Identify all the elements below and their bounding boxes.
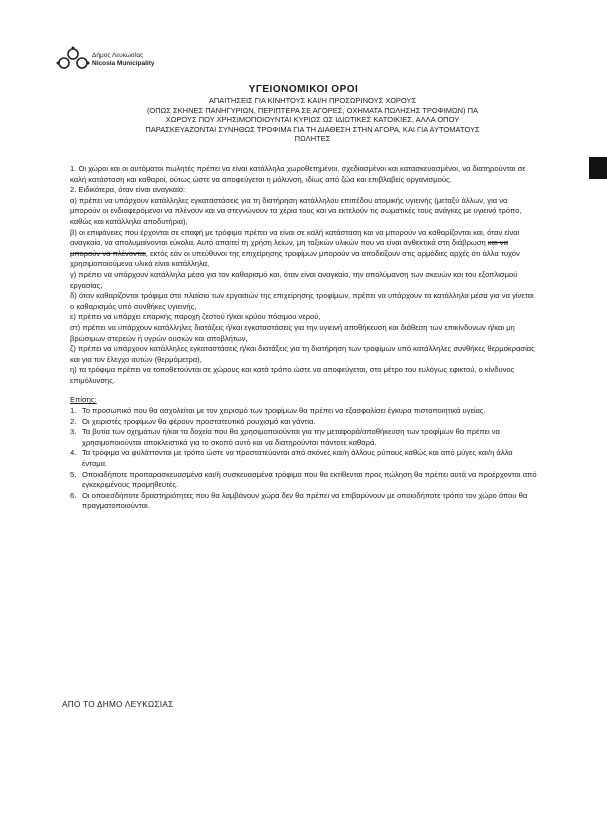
item-b	[70, 228, 538, 270]
list-text: Οι οποιεσδήποτε δραστηριότητες που θα λαμβάνουν χώρα δεν θα πρέπει να επιβαρύνουν με οποιοδήποτε τρόπο τον χώρο όπου θα πραγματοποιούνται.	[82, 490, 528, 511]
subtitle-line: ΧΩΡΟΥΣ ΠΟΥ ΧΡΗΣΙΜΟΠΟΙΟΥΝΤΑΙ ΚΥΡΙΩΣ ΩΣ ΙΔΙΩΤΙΚΕΣ ΚΑΤΟΙΚΙΕΣ, ΑΛΛΑ ΟΠΟΥ	[165, 115, 460, 125]
list-number: 1.	[70, 406, 77, 416]
paragraph-1: 1. Οι χώροι και οι αυτόματοι πωλητές πρέπει να είναι κατάλληλα χωροθετημένοι, σχεδιασμένοι και κατασκευασμένοι, να διατηρούνται σε καλή κατάσταση και καθαροί, ούτως ώστε να αποφεύγεται η μόλυνση, ιδίως από ζώα και επιβλαβείς οργανισμούς.	[70, 164, 526, 184]
item-h: η) τα τρόφιμα πρέπει να τοποθετούνται σε χώρους και κατά τρόπο ώστε να αποφεύγεται, στο μέτρο του ευλόγως εφικτού, ο κίνδυνος επιμόλυνσης.	[70, 365, 515, 385]
list-item	[70, 470, 538, 491]
item-b-struck-text: και να μπορούν να πλένονται	[70, 238, 508, 258]
list-item	[70, 491, 538, 512]
list-number: 5.	[70, 469, 77, 479]
list-text: Οποιαδήποτε προπαρασκευασμένα και/ή συσκευασμένα τρόφιμα που θα εκτίθενται προς πώληση θα πρέπει αυτά να προέρχονται από εγκεκριμένους προμηθευτές.	[82, 469, 537, 490]
logo-line-greek: Δήμος Λευκωσίας	[92, 52, 144, 59]
item-e: ε) πρέπει να υπάρχει επαρκής παροχή ζεστού ή/και κρύου πόσιμου νερού,	[70, 312, 321, 322]
item-b-text-cont: , εκτός εάν οι υπεύθυνοι της επιχείρησης τροφίμων μπορούν να αποδείξουν στις αρμόδιες αρχές ότι άλλα τυχόν χρησιμοποιούμενα υλικά είναι κατάλληλα,	[70, 248, 520, 269]
item-z: ζ) πρέπει να υπάρχουν κατάλληλες εγκαταστάσεις ή/και διατάξεις για τη διατήρηση των τροφίμων υπό κατάλληλες συνθήκες θερμοκρασίας και για τον έλεγχο αυτών (θερμόμετρα),	[70, 344, 535, 364]
logo-text	[92, 52, 155, 68]
municipality-logo-icon	[55, 44, 91, 74]
item-d: δ) όταν καθαρίζονται τρόφιμα στο πλαίσιο των εργασιών της επιχείρησης τροφίμων, πρέπει να υπάρχουν τα κατάλληλα μέσα για να γίνεται ο καθαρισμός υπό συνθήκες υγιεινής,	[70, 291, 534, 311]
list-item	[70, 417, 538, 428]
list-number: 4.	[70, 448, 77, 458]
list-text: Τα βυτία των οχημάτων ή/και τα δοχεία που θα χρησιμοποιούνται για την μεταφορά/αποθήκευση των τροφίμων θα πρέπει να χρησιμοποιούνται αποκλειστικά για το σκοπό αυτό και να διατηρούνται πάντοτε καθαρά.	[82, 427, 500, 447]
document-body	[70, 164, 538, 512]
subtitle-line: ΠΩΛΗΤΕΣ	[294, 134, 331, 144]
item-st: στ) πρέπει να υπάρχουν κατάλληλες διατάξεις ή/και εγκαταστάσεις για την υγιεινή αποθήκευση και διάθεση των επικίνδυνων ή/και μη βρώσιμων στερεών ή υγρών ουσιών και αποβλήτων,	[70, 322, 515, 343]
spacer	[70, 386, 538, 395]
subtitle-line: ΑΠΑΙΤΗΣΕΙΣ ΓΙΑ ΚΙΝΗΤΟΥΣ ΚΑΙ/Η ΠΡΟΣΩΡΙΝΟΥΣ ΧΩΡΟΥΣ	[208, 96, 417, 105]
numbered-list	[70, 406, 538, 512]
list-text: Οι χειριστές τροφίμων θα φέρουν προστατευτικό ρουχισμό και γάντια.	[82, 416, 316, 426]
list-item	[70, 406, 538, 417]
item-a: α) πρέπει να υπάρχουν κατάλληλες εγκαταστάσεις για τη διατήρηση κατάλληλου επιπέδου ατομικής υγιεινής (μεταξύ άλλων, για να μπορούν οι ενδιαφερόμενοι να πλένουν και να στεγνώνουν τα χέρια τους και να εκτελούν τις σωματικές τους ανάγκες με υγιεινό τρόπο, καθώς και κατάλληλα αποδυτήρια),	[70, 195, 522, 226]
list-text: Το προσωπικό που θα ασχολείται με τον χειρισμό των τροφίμων θα πρέπει να εξασφαλίσει έγκυρα πιστοποιητικά υγείας.	[82, 406, 486, 416]
document-title: ΥΓΕΙΟΝΟΜΙΚΟΙ ΟΡΟΙ	[248, 84, 359, 95]
paragraph-2: 2. Ειδικότερα, όταν είναι αναγκαίο:	[70, 185, 186, 195]
list-number: 3.	[70, 427, 77, 437]
document-subtitle	[90, 96, 535, 144]
also-label: Επίσης:	[70, 395, 97, 405]
subtitle-line: ΠΑΡΑΣΚΕΥΑΖΟΝΤΑΙ ΣΥΝΗΘΩΣ ΤΡΟΦΙΜΑ ΓΙΑ ΤΗ ΔΙΑΘΕΣΗ ΣΤΗΝ ΑΓΟΡΑ, ΚΑΙ ΓΙΑ ΑΥΤΟΜΑΤΟΥΣ	[145, 124, 480, 134]
item-c: γ) πρέπει να υπάρχουν κατάλληλα μέσα για τον καθαρισμό και, όταν είναι αναγκαίο, την απολύμανση των σκευών και του εξοπλισμού εργασίας,	[70, 269, 518, 290]
side-black-mark	[589, 157, 607, 179]
logo-line-english: Nicosia Municipality	[92, 60, 155, 67]
list-item	[70, 448, 538, 469]
list-item	[70, 427, 538, 448]
list-number: 2.	[70, 416, 77, 426]
item-b-text: β) οι επιφάνειες που έρχονται σε επαφή με τρόφιμα πρέπει να είναι σε καλή κατάσταση και να μπορούν να καθαρίζονται και, όταν είναι αναγκαίο, να απολυμαίνονται εύκολα. Αυτό απαιτεί τη χρήση λείων, μη τοξικών υλικών που να είναι ανθεκτικά στη διάβρωση	[70, 227, 520, 248]
subtitle-line: (ΟΠΩΣ ΣΚΗΝΕΣ ΠΑΝΗΓΥΡΙΩΝ, ΠΕΡΙΠΤΕΡΑ ΣΕ ΑΓΟΡΕΣ, ΟΧΗΜΑΤΑ ΠΩΛΗΣΗΣ ΤΡΟΦΙΜΩΝ) ΠΑ	[146, 105, 479, 115]
document-footer: ΑΠΟ ΤΟ ΔΗΜΟ ΛΕΥΚΩΣΙΑΣ	[62, 700, 174, 709]
list-text: Τα τρόφιμα να φυλάττονται με τρόπο ώστε να προστατεύονται από σκόνες και/η άλλους ρύπους καθώς και από μύγες και/η άλλα έντομα.	[82, 448, 513, 469]
list-number: 6.	[70, 490, 77, 500]
